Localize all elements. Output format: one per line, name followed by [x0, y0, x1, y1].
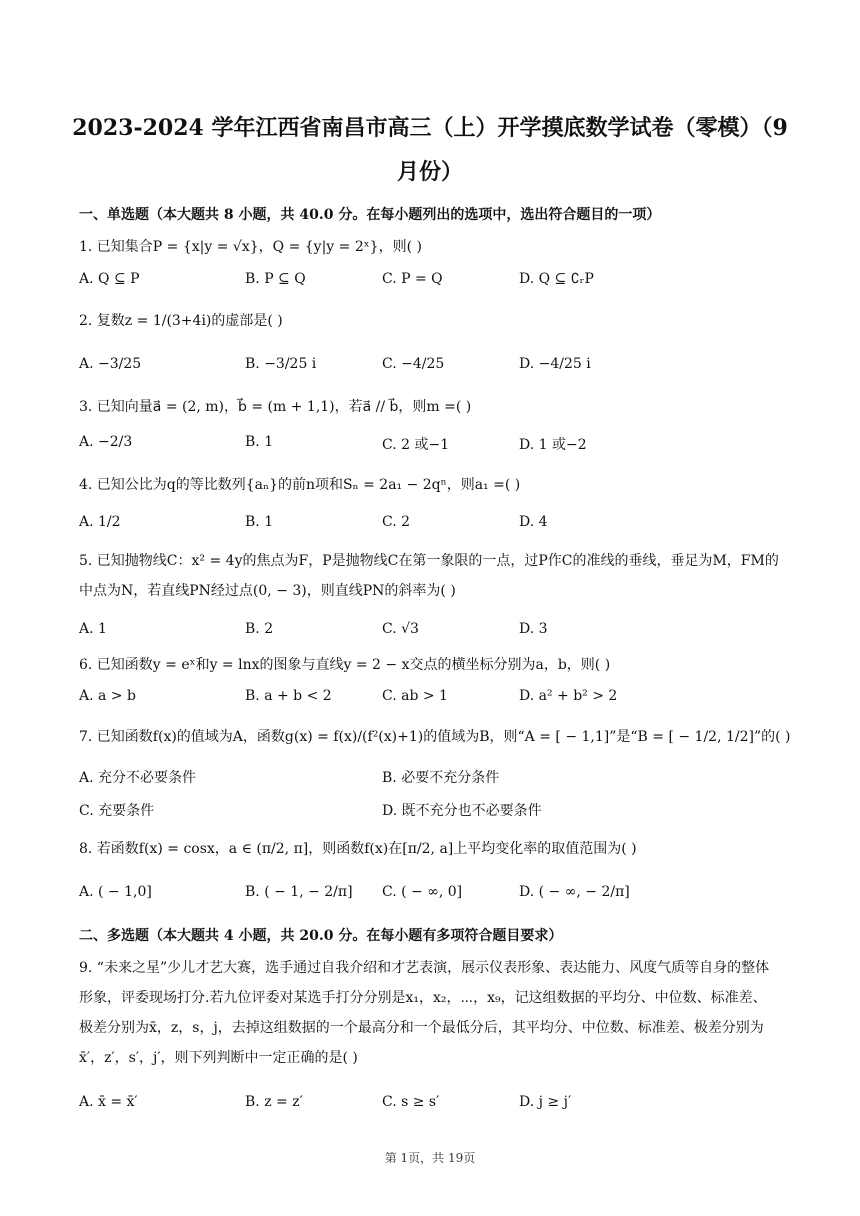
option-d: D. Q ⊆ ∁ᵣP: [519, 271, 594, 287]
question-7-options-row-2: [79, 800, 799, 822]
option-b: B. 1: [245, 514, 274, 530]
option-a: A. Q ⊆ P: [79, 271, 140, 287]
question-7: 7. 已知函数f(x)的值域为A，函数g(x) = f(x)/(f²(x)+1)的值域为B，则“A = [ − 1,1]”是“B = [ − 1/2, 1/2]”的( ): [79, 729, 791, 745]
question-5-options: [79, 621, 799, 643]
question-7-options-row-1: [79, 767, 799, 789]
question-3: 3. 已知向量a⃗ = (2, m)，b⃗ = (m + 1,1)，若a⃗ // b⃗，则m =( ): [79, 399, 472, 415]
option-c: C. −4/25: [382, 356, 445, 372]
question-5: 5. 已知抛物线C：x² = 4y的焦点为F，P是抛物线C在第一象限的一点，过P作C的准线的垂线，垂足为M，FM的中点为N，若直线PN经过点(0, − 3)，则直线PN的斜率为( ): [79, 553, 779, 599]
question-1: 1. 已知集合P = {x|y = √x}，Q = {y|y = 2ˣ}，则( ): [79, 239, 422, 255]
option-b: B. P ⊆ Q: [245, 271, 306, 287]
option-b: B. ( − 1, − 2/π]: [245, 884, 353, 900]
option-a: A. −3/25: [79, 356, 142, 372]
question-4-options: [79, 514, 799, 536]
question-2: 2. 复数z = 1/(3+4i)的虚部是( ): [79, 313, 283, 329]
section-heading-multi-choice: 二、多选题（本大题共 4 小题，共 20.0 分。在每小题有多项符合题目要求）: [79, 928, 563, 944]
option-c: C. P = Q: [382, 271, 443, 287]
option-a: A. ( − 1,0]: [79, 884, 152, 900]
option-c: C. 2: [382, 514, 411, 530]
option-d: D. j ≥ j′: [519, 1094, 572, 1110]
question-1-options: [79, 271, 799, 293]
question-9: 9. “未来之星”少儿才艺大赛，选手通过自我介绍和才艺表演，展示仪表形象、表达能力、风度气质等自身的整体形象，评委现场打分.若九位评委对某选手打分分别是x₁，x₂，⋯，x₉，记这组数据的平均分、中位数、标准差、极差分别为x̄，z，s，j，去掉这组数据的一个最高分和一个最低分后，其平均分、中位数、标准差、极差分别为x̄′，z′，s′，j′，则下列判断中一定正确的是( ): [79, 960, 770, 1066]
option-b: B. −3/25 i: [245, 356, 317, 372]
question-2-options: [79, 356, 799, 378]
option-c: C. s ≥ s′: [382, 1094, 440, 1110]
option-d: D. 3: [519, 621, 548, 637]
option-b: B. a + b < 2: [245, 688, 332, 704]
option-c: C. √3: [382, 621, 419, 637]
section-heading-single-choice: 一、单选题（本大题共 8 小题，共 40.0 分。在每小题列出的选项中，选出符合题目的一项）: [79, 207, 661, 223]
option-d: D. 4: [519, 514, 548, 530]
option-d: D. 1 或−2: [519, 437, 587, 453]
option-a: A. a > b: [79, 688, 136, 704]
question-3-options: [79, 434, 799, 456]
question-9-options: [79, 1094, 799, 1116]
option-a: A. −2/3: [79, 434, 133, 450]
question-6-options: [79, 688, 799, 710]
option-d: D. −4/25 i: [519, 356, 591, 372]
question-4: 4. 已知公比为q的等比数列{aₙ}的前n项和Sₙ = 2a₁ − 2qⁿ，则a₁ =( ): [79, 477, 521, 493]
exam-title-line-1: 2023-2024 学年江西省南昌市高三（上）开学摸底数学试卷（零模）（9: [72, 115, 788, 141]
option-c: C. 充要条件: [79, 803, 155, 819]
option-a: A. 1: [79, 621, 107, 637]
question-8: 8. 若函数f(x) = cosx，a ∈ (π/2, π]，则函数f(x)在[π/2, a]上平均变化率的取值范围为( ): [79, 841, 637, 857]
option-d: D. 既不充分也不必要条件: [382, 803, 542, 819]
option-a: A. x̄ = x̄′: [79, 1094, 138, 1110]
option-b: B. 必要不充分条件: [382, 770, 500, 786]
question-8-options: [79, 884, 799, 906]
option-b: B. 2: [245, 621, 274, 637]
exam-title-line-2: 月份）: [396, 159, 463, 185]
option-a: A. 1/2: [79, 514, 121, 530]
question-6: 6. 已知函数y = eˣ和y = lnx的图象与直线y = 2 − x交点的横坐标分别为a，b，则( ): [79, 657, 611, 673]
option-d: D. a² + b² > 2: [519, 688, 618, 704]
option-a: A. 充分不必要条件: [79, 770, 197, 786]
option-c: C. ab > 1: [382, 688, 448, 704]
option-d: D. ( − ∞, − 2/π]: [519, 884, 630, 900]
page-footer: 第 1页，共 19页: [384, 1151, 476, 1165]
option-b: B. 1: [245, 434, 274, 450]
option-c: C. 2 或−1: [382, 437, 450, 453]
option-c: C. ( − ∞, 0]: [382, 884, 463, 900]
option-b: B. z = z′: [245, 1094, 303, 1110]
